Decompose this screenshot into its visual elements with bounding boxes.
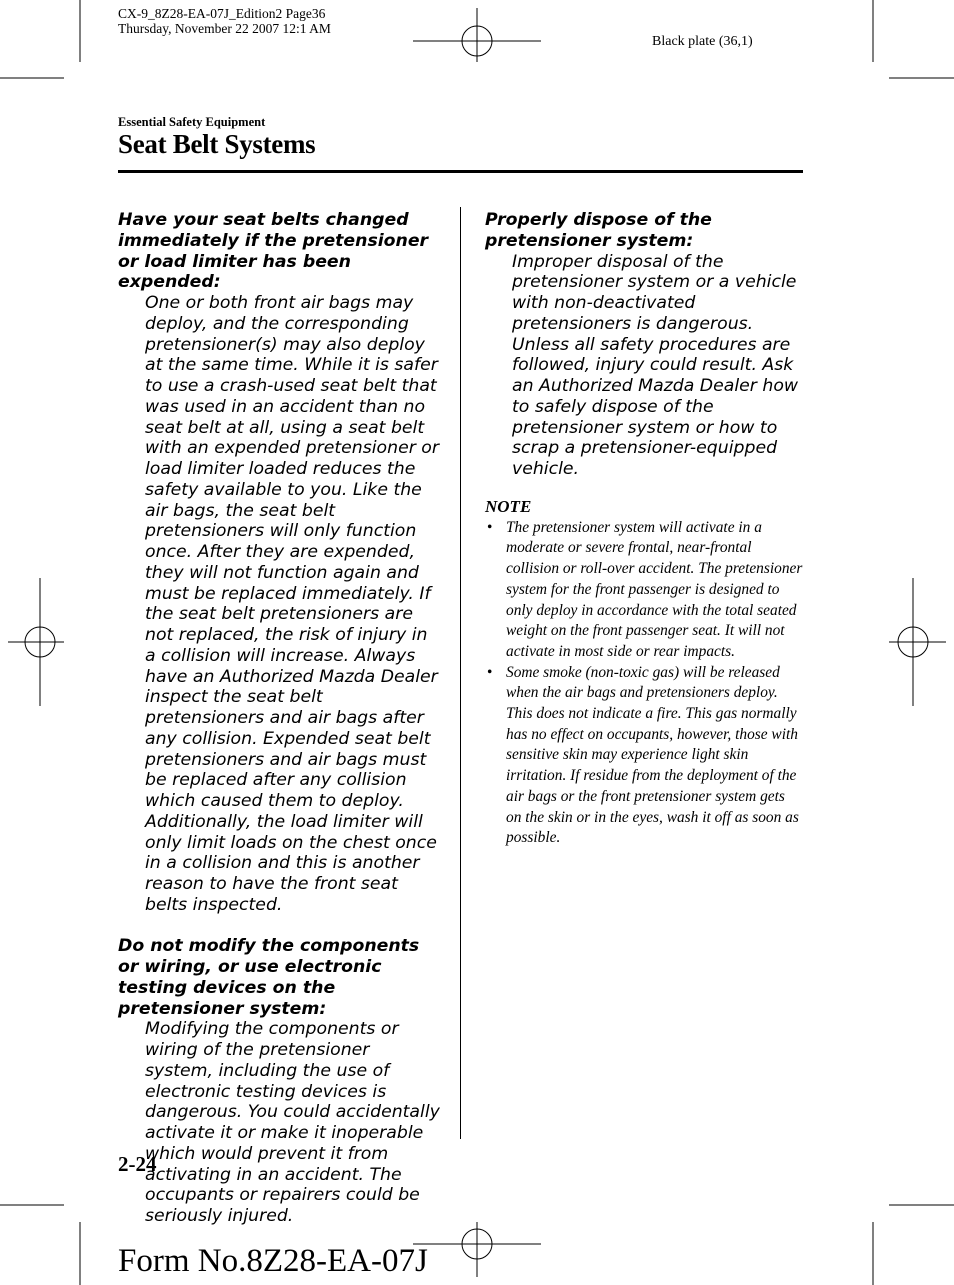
registration-target-left: [8, 578, 64, 706]
warning-heading: Have your seat belts changed immediately if the pretensioner or load limiter has been expended:: [118, 210, 429, 293]
page-title: Seat Belt Systems: [118, 129, 316, 159]
plate-label: Black plate (36,1): [652, 34, 753, 49]
spacer: [118, 916, 440, 937]
note-item: [485, 518, 803, 663]
warning-heading: Do not modify the components or wiring, or use electronic testing devices on the pretensioner system:: [118, 936, 420, 1019]
warning-block-do-not-modify: [118, 936, 440, 1227]
note-item: [485, 663, 803, 849]
registration-target-right: [889, 578, 946, 706]
registration-target-bottom: [413, 1222, 541, 1277]
section-label: Essential Safety Equipment: [118, 115, 266, 129]
right-column: [485, 210, 803, 849]
form-number: Form No.8Z28-EA-07J: [118, 1243, 428, 1279]
warning-body: Modifying the components or wiring of the pretensioner system, including the use of electronic testing devices is dangerous. You could accidentally activate it or make it inoperable which would prevent it from activating in an accident. The occupants or repairers could be seriously injured.: [145, 1019, 440, 1226]
note-list: [485, 518, 803, 849]
left-column: [118, 210, 440, 1227]
print-job-filename: CX-9_8Z28-EA-07J_Edition2 Page36: [118, 6, 326, 21]
warning-body: Improper disposal of the pretensioner system or a vehicle with non-deactivated pretensioners is dangerous. Unless all safety procedures are followed, injury could result. Ask an Authorized Mazda Dealer how to safely dispose of the pretensioner system or how to scrap a pretensioner-equipped vehicle.: [512, 251, 799, 479]
note-text: The pretensioner system will activate in a moderate or severe frontal, near-frontal collision or roll-over accident. The pretensioner system for the front passenger is designed to only deploy in accordance with the total seated weight on the front passenger seat. It will not activate in most side or rear impacts.: [506, 518, 803, 660]
page-number: 2-24: [118, 1152, 157, 1176]
print-job-timestamp: Thursday, November 22 2007 12:1 AM: [118, 21, 331, 36]
warning-heading: Properly dispose of the pretensioner system:: [485, 210, 712, 251]
column-divider: [460, 207, 461, 1139]
print-job-header: [118, 6, 331, 36]
note-text: Some smoke (non-toxic gas) will be released when the air bags and pretensioners deploy. This does not indicate a fire. This gas normally has no effect on occupants, however, those with sensitive skin may experience light skin irritation. If residue from the deployment of the air bags or the front pretensioner system gets on the skin or in the eyes, wash it off as soon as possible.: [506, 663, 799, 847]
title-underline-rule: [118, 170, 803, 173]
warning-block-dispose: [485, 210, 803, 480]
warning-body: One or both front air bags may deploy, and the corresponding pretensioner(s) may also deploy at the same time. While it is safer to use a crash-used seat belt that was used in an accident than no seat belt at all, using a seat belt with an expended pretensioner or load limiter loaded reduces the safety available to you. Like the air bags, the seat belt pretensioners will only function once. After they are expended, they will not function again and must be replaced immediately. If the seat belt pretensioners are not replaced, the risk of injury in a collision will increase. Always have an Authorized Mazda Dealer inspect the seat belt pretensioners and air bags after any collision. Expended seat belt pretensioners and air bags must be replaced after any collision which caused them to deploy. Additionally, the load limiter will only limit loads on the chest once in a collision and this is another reason to have the front seat belts inspected.: [145, 293, 439, 915]
bullet-icon: •: [487, 518, 493, 536]
warning-block-expended-pretensioner: [118, 210, 440, 916]
note-heading: NOTE: [485, 496, 532, 516]
bullet-icon: •: [487, 663, 493, 681]
registration-target-top: [413, 8, 541, 62]
